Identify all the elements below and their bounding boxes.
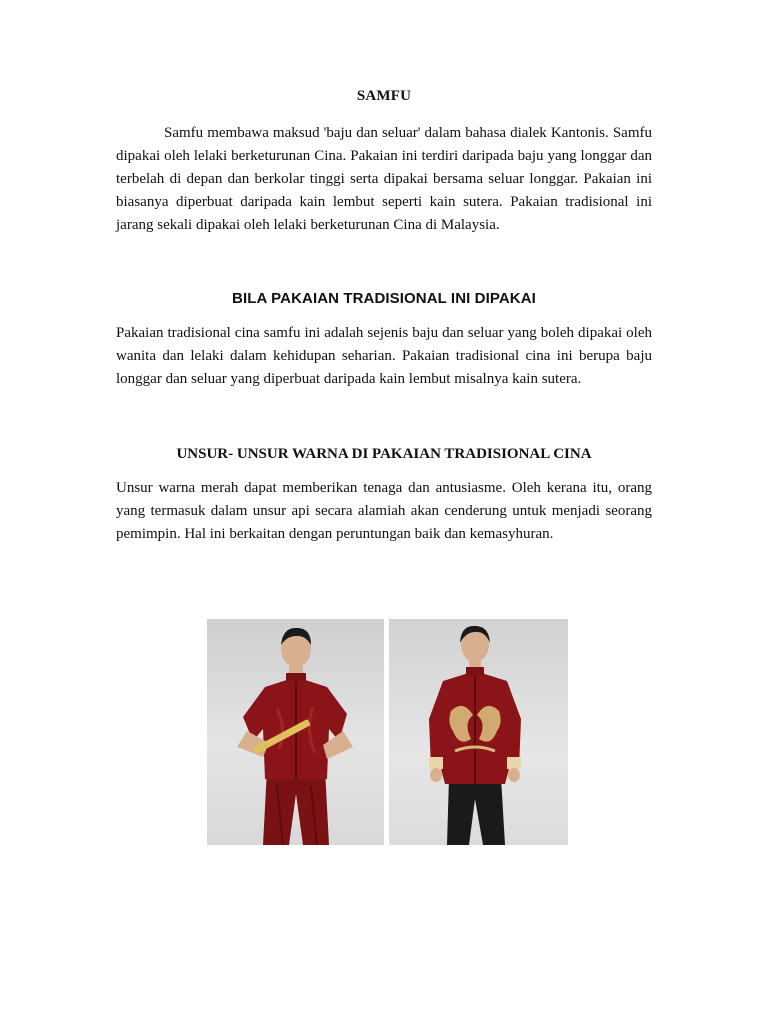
paragraph-when-worn: Pakaian tradisional cina samfu ini adalah sejenis baju dan seluar yang boleh dipakai oleh wanita dan lelaki dalam kehidupan seharian. Pakaian tradisional cina ini berupa baju longgar dan seluar yang diperbuat daripada kain lembut misalnya kain sutera. (116, 325, 652, 387)
paragraph-color-elements: Unsur warna merah dapat memberikan tenaga dan antusiasme. Oleh kerana itu, orang yang termasuk dalam unsur api secara alamiah akan cenderung untuk menjadi seorang pemimpin. Hal ini berkaitan dengan peruntungan baik dan kemasyhuran. (116, 480, 652, 542)
samfu-figure-illustration (207, 619, 384, 845)
heading-color-elements: UNSUR- UNSUR WARNA DI PAKAIAN TRADISIONAL CINA (176, 446, 592, 462)
heading-samfu: SAMFU (356, 88, 412, 104)
heading-when-worn: BILA PAKAIAN TRADISIONAL INI DIPAKAI (232, 290, 536, 307)
photo-man-red-samfu (207, 619, 384, 845)
paragraph-samfu-description: Samfu membawa maksud 'baju dan seluar' dalam bahasa dialek Kantonis. Samfu dipakai oleh lelaki berketurunan Cina. Pakaian ini terdiri daripada baju yang longgar dan terbelah di depan dan berkolar tinggi serta dipakai bersama seluar longgar. Pakaian ini biasanya diperbuat daripada kain lembut seperti kain sutera. Pakaian tradisional ini jarang sekali dipakai oleh lelaki berketurunan Cina di Malaysia. (116, 125, 652, 233)
photo-man-embroidered-jacket (389, 619, 568, 845)
jacket-figure-illustration (389, 619, 568, 845)
